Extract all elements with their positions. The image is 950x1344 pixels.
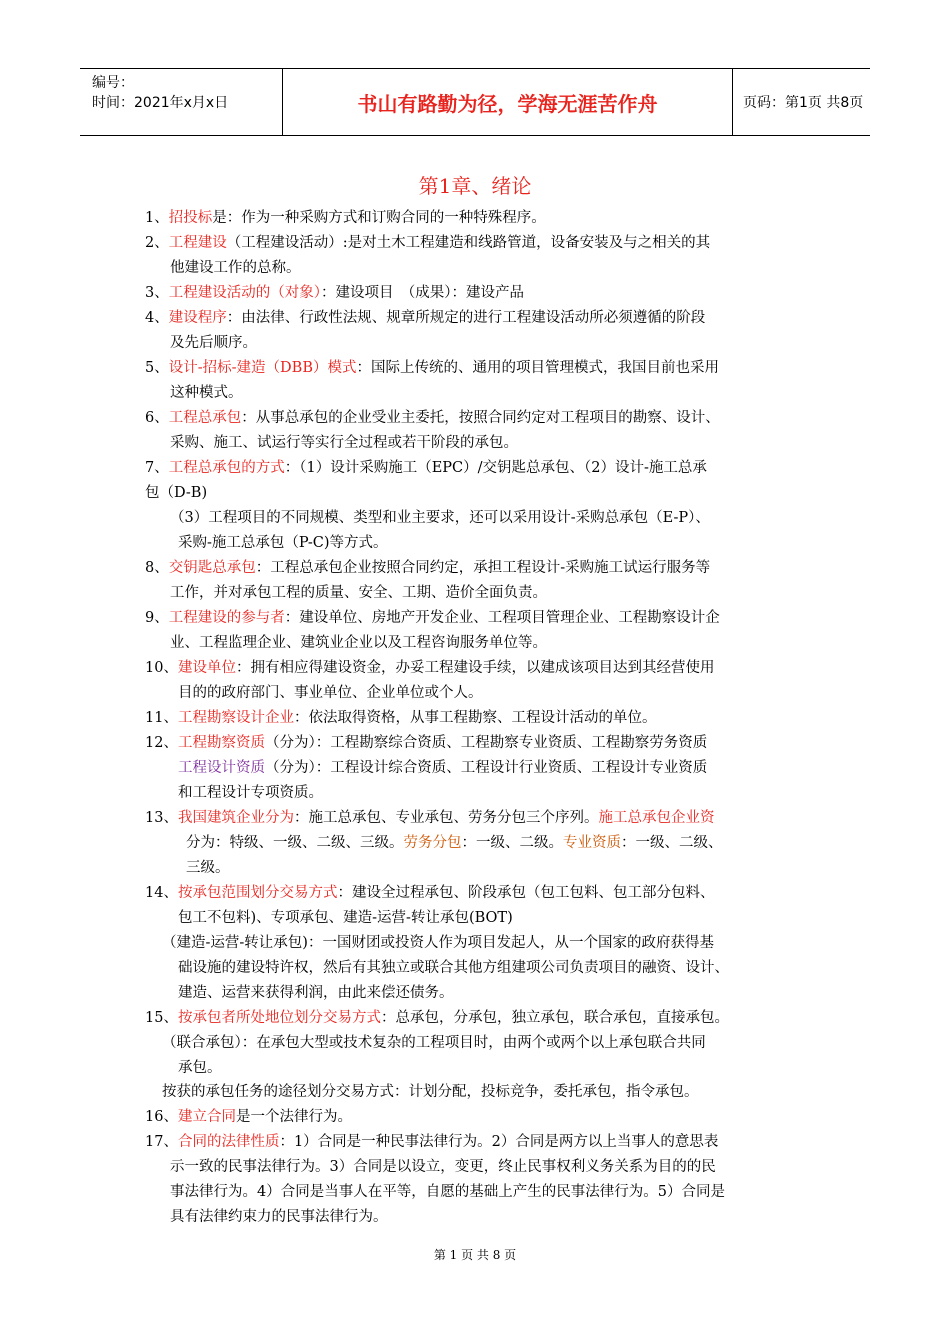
text-line	[145, 706, 656, 730]
text-line	[178, 756, 707, 780]
text-run: 7、	[145, 460, 169, 476]
text-line	[178, 781, 323, 805]
text-line	[145, 306, 705, 330]
highlighted-term: 工程建设活动的（对象）	[168, 285, 321, 301]
text-run: 2、	[145, 235, 169, 251]
text-run: ：总承包，分承包，独立承包，联合承包，直接承包。	[380, 1010, 729, 1026]
text-line	[170, 431, 518, 455]
highlighted-term: 专业资质	[563, 835, 621, 851]
text-run: ：1）合同是一种民事法律行为。2）合同是两方以上当事人的意思表	[279, 1134, 719, 1150]
text-run: 6、	[145, 410, 169, 426]
text-run: ：工程总承包企业按照合同约定，承担工程设计-采购施工试运行服务等	[255, 560, 711, 576]
text-line	[162, 1080, 699, 1104]
text-line	[145, 206, 546, 230]
time-label: 时间：2021年x月x日	[92, 95, 229, 111]
text-run: 采购、施工、试运行等实行全过程或若干阶段的承包。	[170, 435, 518, 451]
text-line	[145, 281, 524, 305]
text-run: 5、	[145, 360, 169, 376]
text-line	[162, 1031, 706, 1055]
text-run: 建造、运营来获得利润，由此来偿还债务。	[178, 985, 454, 1001]
text-run: （建造-运营-转让承包)：一国财团或投资人作为项目发起人，从一个国家的政府获得基	[162, 935, 714, 951]
text-run: （联合承包）：在承包大型或技术复杂的工程项目时，由两个或两个以上承包联合共同	[162, 1035, 706, 1051]
text-line	[145, 806, 714, 830]
text-run: ：从事总承包的企业受业主委托，按照合同约定对工程项目的勘察、设计、	[241, 410, 720, 426]
text-run: ：国际上传统的、通用的项目管理模式，我国目前也采用	[356, 360, 719, 376]
text-run: ：建设项目 （成果）：建设产品	[320, 285, 524, 301]
text-run: 包工不包料)、专项承包、建造-运营-转让承包(BOT)	[178, 910, 513, 926]
text-run: 业、工程监理企业、建筑业企业以及工程咨询服务单位等。	[170, 635, 547, 651]
text-run: 示一致的民事法律行为。3）合同是以设立，变更，终止民事权利义务关系为目的的民	[170, 1159, 716, 1175]
header-meta	[80, 69, 283, 135]
document-header	[80, 68, 870, 136]
text-run: ：一级、二级。	[461, 835, 563, 851]
text-run: 13、	[145, 810, 178, 826]
text-line	[145, 481, 207, 505]
text-run: 3、	[145, 285, 169, 301]
header-motto: 书山有路勤为径，学海无涯苦作舟	[283, 69, 733, 135]
highlighted-term: 工程总承包	[168, 410, 242, 426]
text-run: 三级。	[186, 860, 230, 876]
text-run: ：拥有相应得建设资金，办妥工程建设手续，以建成该项目达到其经营使用	[235, 660, 715, 676]
text-run: 8、	[145, 560, 169, 576]
text-line	[170, 631, 547, 655]
highlighted-term: 招投标	[168, 210, 213, 226]
text-line	[145, 231, 710, 255]
highlighted-term: 我国建筑企业分为	[177, 810, 294, 826]
text-run: 14、	[145, 885, 178, 901]
text-run: 他建设工作的总称。	[170, 260, 301, 276]
highlighted-term: 施工总承包企业资	[598, 810, 715, 826]
text-line	[178, 906, 513, 930]
highlighted-term: 工程建设	[168, 235, 227, 251]
highlighted-term: 工程设计资质	[178, 760, 265, 776]
text-run: 础设施的建设特许权，然后有其独立或联合其他方组建项公司负责项目的融资、设计、	[178, 960, 729, 976]
text-run: （分为）：工程勘察综合资质、工程勘察专业资质、工程勘察劳务资质	[264, 735, 708, 751]
text-line	[145, 356, 719, 380]
text-line	[170, 256, 301, 280]
chapter-title: 第1章、绪论	[418, 174, 532, 198]
highlighted-term: 工程建设的参与者	[168, 610, 285, 626]
text-line	[170, 1205, 388, 1229]
text-run: 事法律行为。4）合同是当事人在平等，自愿的基础上产生的民事法律行为。5）合同是	[170, 1184, 725, 1200]
highlighted-term: 设计-招标-建造（DBB）模式	[168, 360, 357, 376]
text-line	[170, 581, 547, 605]
text-line	[145, 1105, 352, 1129]
text-line	[170, 506, 710, 530]
text-run: ：由法律、行政性法规、规章所规定的进行工程建设活动所必须遵循的阶段	[226, 310, 706, 326]
text-line	[186, 856, 230, 880]
text-line	[170, 1180, 725, 1204]
text-run: 10、	[145, 660, 178, 676]
text-line	[186, 831, 723, 855]
text-run: 是一个法律行为。	[235, 1109, 352, 1125]
text-run: 4、	[145, 310, 169, 326]
text-run: 15、	[145, 1010, 178, 1026]
highlighted-term: 工程勘察设计企业	[177, 710, 294, 726]
text-run: 16、	[145, 1109, 178, 1125]
text-run: 采购-施工总承包（P-C)等方式。	[178, 535, 388, 551]
text-line	[145, 1006, 729, 1030]
text-line	[170, 1155, 716, 1179]
text-line	[162, 931, 714, 955]
text-run: 及先后顺序。	[170, 335, 257, 351]
highlighted-term: 交钥匙总承包	[168, 560, 256, 576]
text-run: 是：作为一种采购方式和订购合同的一种特殊程序。	[212, 210, 546, 226]
highlighted-term: 建立合同	[177, 1109, 236, 1125]
text-run: 12、	[145, 735, 178, 751]
text-line	[178, 1056, 222, 1080]
highlighted-term: 建设程序	[168, 310, 227, 326]
text-run: 9、	[145, 610, 169, 626]
header-page-info: 页码：第1页 共8页	[743, 95, 864, 111]
text-line	[145, 881, 714, 905]
text-line	[145, 406, 720, 430]
text-line	[170, 331, 257, 355]
text-line	[178, 981, 454, 1005]
text-run: 包（D-B)	[145, 485, 208, 501]
text-run: ：（1）设计采购施工（EPC）/交钥匙总承包、（2）设计-施工总承	[284, 460, 707, 476]
text-run: （3）工程项目的不同规模、类型和业主要求，还可以采用设计-采购总承包（E-P）、	[170, 510, 710, 526]
text-line	[178, 531, 388, 555]
text-line	[178, 956, 729, 980]
text-run: （工程建设活动）:是对土木工程建造和线路管道，设备安装及与之相关的其	[226, 235, 711, 251]
page-footer: 第 1 页 共 8 页	[433, 1248, 517, 1262]
text-run: 17、	[145, 1134, 178, 1150]
highlighted-term: 合同的法律性质	[177, 1134, 280, 1150]
text-run: 分为：特级、一级、二级、三级。	[186, 835, 404, 851]
highlighted-term: 建设单位	[177, 660, 236, 676]
text-line	[145, 556, 710, 580]
text-line	[145, 1130, 718, 1154]
highlighted-term: 按承包范围划分交易方式	[177, 885, 338, 901]
text-run: 承包。	[178, 1060, 222, 1076]
text-run: ：一级、二级、	[621, 835, 723, 851]
text-run: （分为）：工程设计综合资质、工程设计行业资质、工程设计专业资质	[265, 760, 708, 776]
text-run: 这种模式。	[170, 385, 243, 401]
text-line	[178, 681, 483, 705]
text-run: 和工程设计专项资质。	[178, 785, 323, 801]
text-run: ：施工总承包、专业承包、劳务分包三个序列。	[293, 810, 599, 826]
text-run: 11、	[145, 710, 178, 726]
text-line	[170, 381, 243, 405]
text-run: ：建设全过程承包、阶段承包（包工包料、包工部分包料、	[337, 885, 715, 901]
highlighted-term: 工程总承包的方式	[168, 460, 285, 476]
text-run: 按获的承包任务的途径划分交易方式：计划分配，投标竞争，委托承包，指令承包。	[162, 1084, 699, 1100]
text-line	[145, 456, 707, 480]
text-run: ：依法取得资格，从事工程勘察、工程设计活动的单位。	[293, 710, 657, 726]
text-run: ：建设单位、房地产开发企业、工程项目管理企业、工程勘察设计企	[284, 610, 720, 626]
text-run: 工作，并对承包工程的质量、安全、工期、造价全面负责。	[170, 585, 547, 601]
text-line	[145, 656, 714, 680]
highlighted-term: 劳务分包	[403, 835, 462, 851]
text-run: 具有法律约束力的民事法律行为。	[170, 1209, 388, 1225]
text-line	[145, 606, 720, 630]
highlighted-term: 工程勘察资质	[177, 735, 265, 751]
highlighted-term: 按承包者所处地位划分交易方式	[177, 1010, 381, 1026]
text-line	[145, 731, 707, 755]
text-run: 1、	[145, 210, 169, 226]
text-run: 目的的政府部门、事业单位、企业单位或个人。	[178, 685, 483, 701]
number-label: 编号：	[92, 75, 134, 91]
